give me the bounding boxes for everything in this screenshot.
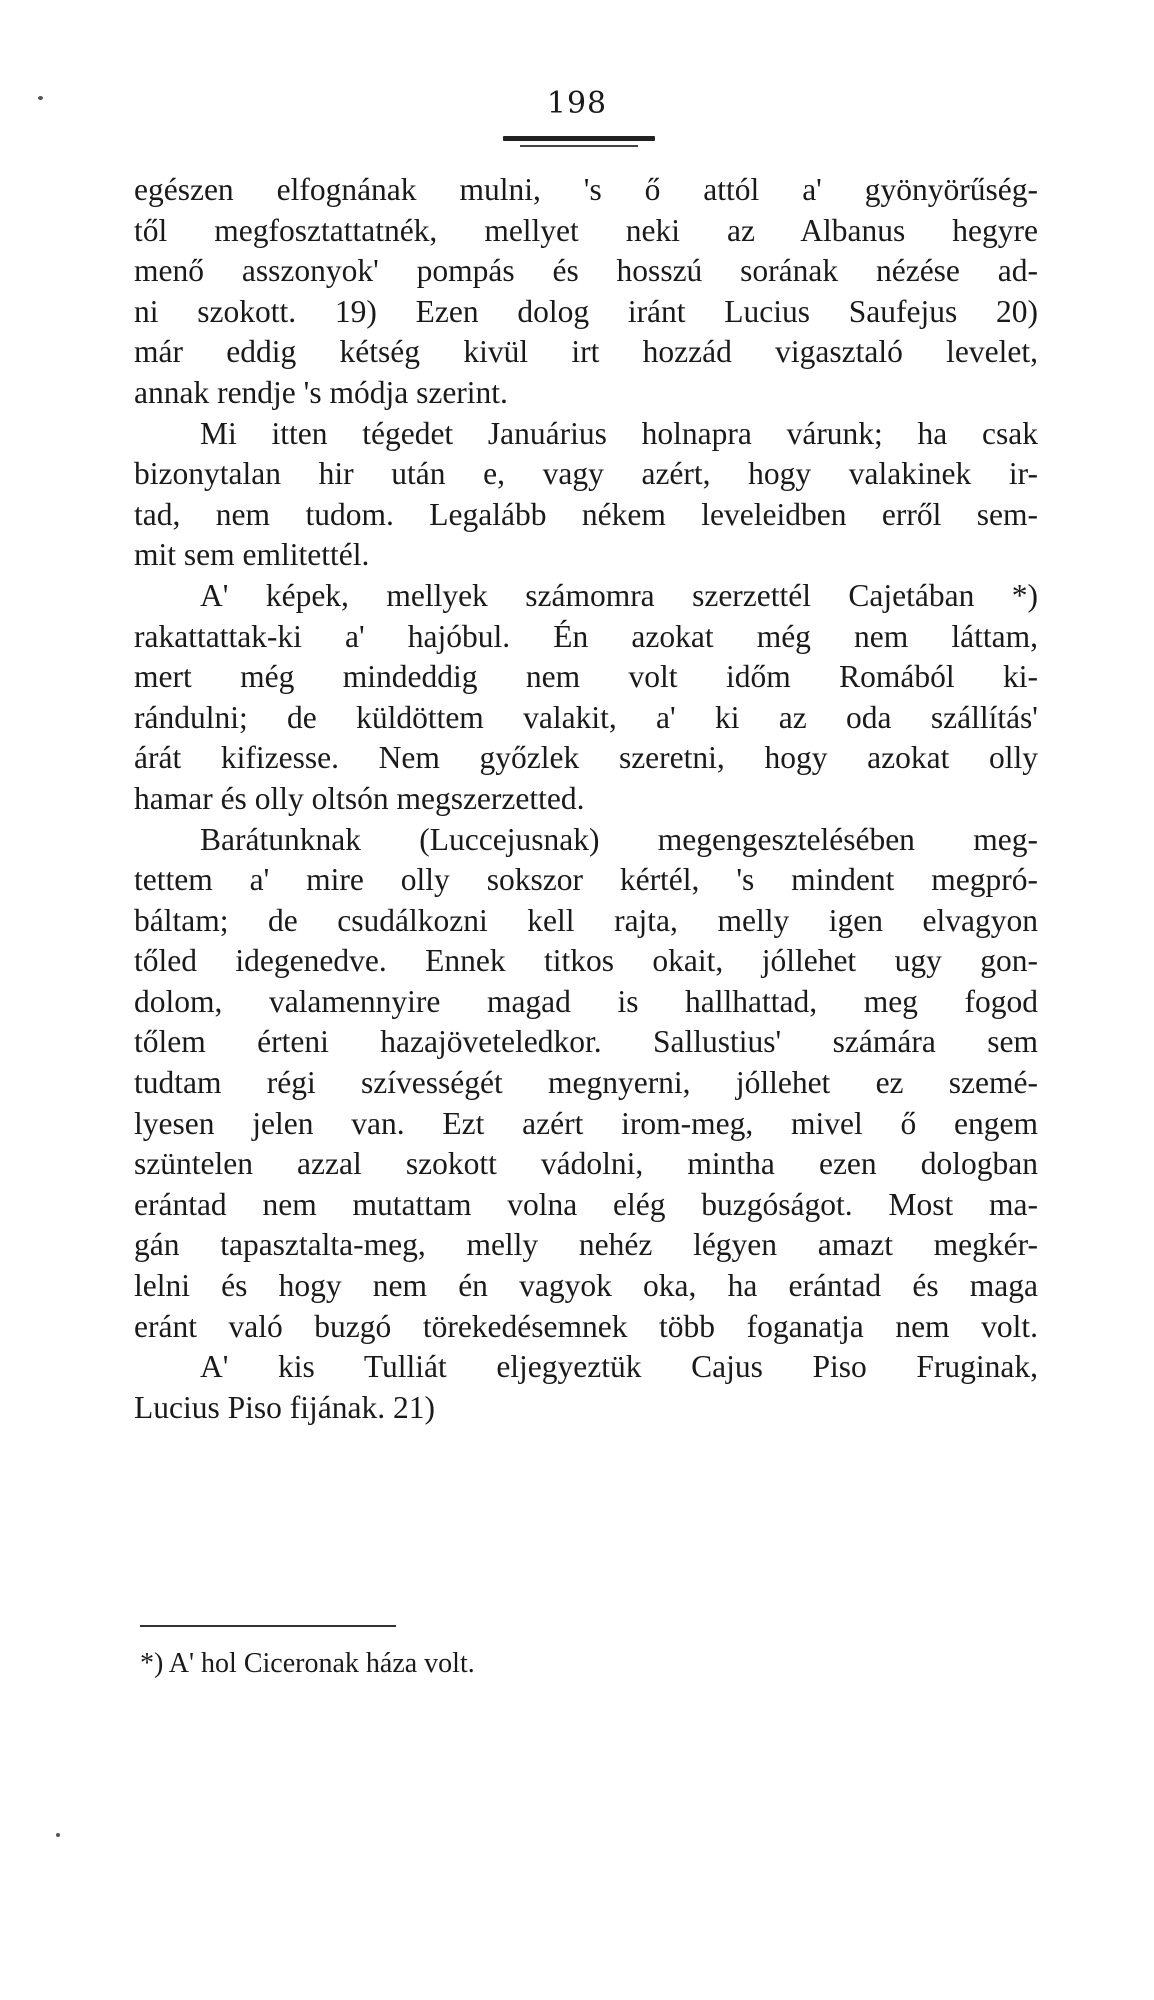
text-line: báltam; de csudálkozni kell rajta, melly igen elvagyon	[134, 902, 1038, 938]
text-line: szüntelen azzal szokott vádolni, mintha ezen dologban	[134, 1146, 1038, 1182]
text-line: tőled idegenedve. Ennek titkos okait, jóllehet ugy gon-	[134, 943, 1038, 979]
text-line: gán tapasztalta-meg, melly nehéz légyen amazt megkér-	[134, 1227, 1038, 1263]
ink-speck	[56, 1833, 60, 1837]
text-line: ni szokott. 19) Ezen dolog iránt Lucius Saufejus 20)	[134, 293, 1038, 329]
footnote-rule	[140, 1625, 396, 1627]
text-line: tettem a' mire olly sokszor kértél, 's mindent megpró-	[134, 862, 1038, 898]
ink-speck	[38, 96, 43, 100]
text-line: árát kifizesse. Nem győzlek szeretni, hogy azokat olly	[134, 740, 1038, 776]
text-line: rakattattak-ki a' hajóbul. Én azokat még nem láttam,	[134, 618, 1038, 654]
text-line: tőlem érteni hazajöveteledkor. Sallustius' számára sem	[134, 1024, 1038, 1060]
text-line: egészen elfognának mulni, 's ő attól a' gyönyörűség-	[134, 172, 1038, 207]
text-line: erántad nem mutattam volna elég buzgóságot. Most ma-	[134, 1186, 1038, 1222]
header-rule-thin	[520, 145, 638, 147]
header-rule	[503, 136, 655, 141]
text-line: rándulni; de küldöttem valakit, a' ki az oda szállítás'	[134, 699, 1038, 735]
text-line: Barátunknak (Luccejusnak) megengesztelésében meg-	[200, 821, 1038, 857]
text-line: menő asszonyok' pompás és hosszú sorának nézése ad-	[134, 253, 1038, 289]
text-line: bizonytalan hir után e, vagy azért, hogy valakinek ir-	[134, 456, 1038, 492]
text-line: mert még mindeddig nem volt időm Romából ki-	[134, 659, 1038, 695]
text-line: tad, nem tudom. Legalább nékem leveleidben erről sem-	[134, 496, 1038, 532]
text-line: eránt való buzgó törekedésemnek több foganatja nem volt.	[134, 1308, 1038, 1344]
text-line: lyesen jelen van. Ezt azért irom-meg, mivel ő engem	[134, 1105, 1038, 1141]
text-line: Mi itten tégedet Januárius holnapra várunk; ha csak	[200, 415, 1038, 451]
text-line: A' kis Tulliát eljegyeztük Cajus Piso Fruginak,	[200, 1349, 1038, 1385]
body-text	[134, 170, 1038, 1428]
text-line: már eddig kétség kivül irt hozzád vigasztaló levelet,	[134, 334, 1038, 370]
page-number: 198	[546, 86, 608, 121]
text-line: A' képek, mellyek számomra szerzettél Cajetában *)	[200, 577, 1038, 613]
text-line: tudtam régi szívességét megnyerni, jóllehet ez szemé-	[134, 1065, 1038, 1101]
text-line: Lucius Piso fijának. 21)	[134, 1389, 435, 1425]
text-line: mit sem emlitettél.	[134, 537, 370, 573]
text-line: hamar és olly oltsón megszerzetted.	[134, 780, 585, 816]
footnote: *) A' hol Ciceronak háza volt.	[140, 1648, 475, 1679]
text-line: lelni és hogy nem én vagyok oka, ha erántad és maga	[134, 1268, 1038, 1304]
text-line: annak rendje 's módja szerint.	[134, 374, 508, 410]
text-line: től megfosztattatnék, mellyet neki az Albanus hegyre	[134, 212, 1038, 248]
text-line: dolom, valamennyire magad is hallhattad, meg fogod	[134, 983, 1038, 1019]
